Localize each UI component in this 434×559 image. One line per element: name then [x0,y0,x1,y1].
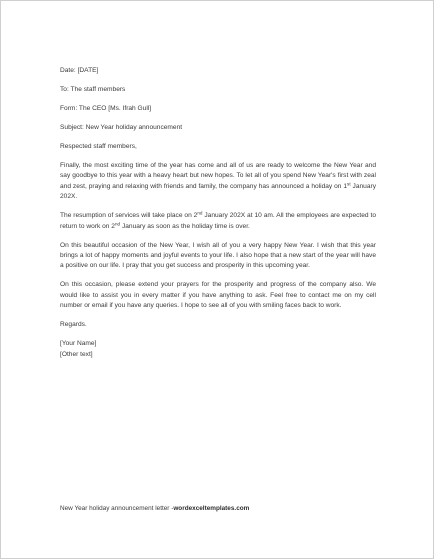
signature-other: [Other text] [60,350,93,358]
signature-name: [Your Name] [60,340,97,348]
paragraph-1 [60,161,376,203]
paragraph-1-end: January 202X. [60,182,376,201]
to-line: To: The staff members [60,86,126,93]
paragraph-1-text: Finally, the most exciting time of the year has come and all of us are ready to welcome the New Year and say goodbye to this year with a heavy heart but new hopes. To let all of you spend New Year's first with zeal and zest, praying and relaxing with friends and family, the company has announced a holiday on 1 [60,162,376,190]
paragraph-4: On this occasion, please extend your prayers for the prosperity and progress of the company also. We would like to assist you in every matter if you have anything to ask. Feel free to contact me on my cell number or email if you have any queries. I hope to see all of you with smiling faces back to work. [60,281,376,310]
paragraph-2-text-a: The resumption of services will take place on 2 [60,212,198,220]
date-line: Date: [DATE] [60,67,99,74]
paragraph-2-text-b: January 202X at 10 am. All the employees are expected to return to work on 2 [60,212,376,230]
page-footer [60,504,249,513]
paragraph-2 [60,211,376,232]
subject-line: Subject: New Year holiday announcement [60,124,183,131]
paragraph-2-superscript-a: nd [197,210,203,216]
paragraph-3: On this beautiful occasion of the New Year, I wish all of you a very happy New Year. I wish that this year brings a lot of happy moments and joyful events to your life. I also hope that a new start of the year will have a positive on our life. I pray that you get success and prosperity in this upcoming year. [60,241,376,270]
letter-body [60,66,376,360]
footer-title: New Year holiday announcement letter - [60,505,174,512]
paragraph-2-text-c: January as soon as the holiday time is over. [120,222,250,230]
closing: Regards. [60,321,87,329]
salutation: Respected staff members, [60,143,137,150]
paragraph-2-superscript-b: nd [114,221,121,227]
paragraph-1-superscript: st [347,181,351,187]
footer-site: wordexceltemplates.com [173,505,250,512]
from-line: Form: The CEO [Ms. Ifrah Gull] [60,105,152,112]
